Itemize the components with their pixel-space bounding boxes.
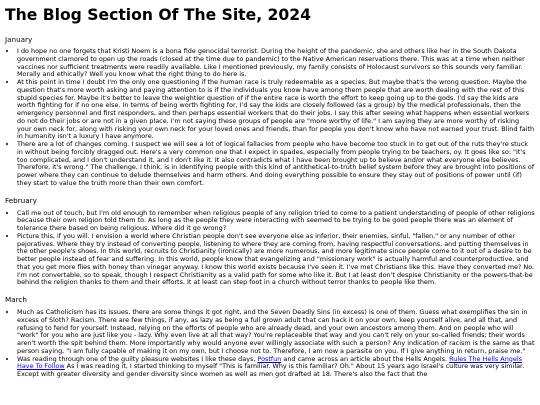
list-item: • Much as Catholicism has its issues, there are some things it got right, and the Seven Deadly Sins (in excess) is one of them. Guess what exemplifies the sin in excess of Sloth? Racism. There are few things, if any, as lazy as being a full grown adult that can hack it on your own, keep yourself alive, and all that, and refusing to fend for yourself. Instead, relying on the efforts of people who are already dead, and your own ancestors among them. And on people who will "work" for you who are just like you - lazy. Why even live at all that way? You're replaceable that way and you can't rely on your so-called friends; their words aren't worth the spit behind them. More importantly why would anyone ever willingly associate with such a person? Any indication of racism is the same as that person saying, "I am fully capable of making it on my own, but I choose not to. Therefore, I am now a parasite on you. If I give anything in return, praise me." xyxy=(17,309,535,356)
post-list xyxy=(5,210,535,288)
list-item-text: Was reading through one of the guilty pleasure websites I like these days, xyxy=(17,354,258,363)
hells-angels-rules-link[interactable]: Rules The Hells Angels Have To Follow xyxy=(17,354,522,371)
postfun-link[interactable]: Postfun xyxy=(257,354,282,363)
list-item: • There are a lot of changes coming. I suspect we will see a lot of logical fallacies from people who have become too stuck in to get out of the ruts they're stuck in without being forcibly dragged out. Here's a very common one that I expect in spades, especially from people trying to be teachers, oy. It goes like so: "It's too complicated, and I don't understand it, and I don't like it. It also contradicts what I have been brought up to believe and/or what everyone else believes. Therefore, it's wrong." The challenge, I think, is in identifying people with this kind of antithetical-to-truth belief system before they are brought into positions of power where they can continue to delude themselves and harm others. And doing everything possible to ensure they stay out of positions of power until (if) they start to value the truth more than their own comfort. xyxy=(17,141,535,188)
month-section-february xyxy=(5,196,535,288)
month-section-january xyxy=(5,35,535,188)
list-item-text: and came across an article about the Hells Angels. xyxy=(281,354,450,363)
list-item: • Picture this, if you will. I envision a world where Christian people don't see everyone else as inferior, their enemies, sinful, "fallen," or any number of other pejoratives. Where they try instead of converting people, listening to where they are coming from, having respectful conversations, and putting themselves in the other people's shoes. In this world, recruits to Christianity (ironically) are more numerous, and more legitimate since people come to it out of a desire to be better people instead of fear and suffering. In this world, people know that evangelizing and "missionary work" is actually harmful and counterproductive, and that you get more flies with honey than vinegar anyway. I know this world exists because I've seen it. I've met Christians like this. Have they converted me? No. I'm not convertable, so to speak, though I respect Christianity as a valid path for some who like it. But I at least don't despise Christianity or the powers-that-be behind the religion thanks to them and their efforts. It at least can step foot in a church without terror thanks to people like them. xyxy=(17,233,535,287)
month-heading: January xyxy=(5,35,33,44)
list-item xyxy=(17,356,535,379)
page-title: The Blog Section Of The Site, 2024 xyxy=(5,6,311,24)
month-heading: March xyxy=(5,295,27,304)
list-item: • At this point in time I doubt I'm the only one questioning if the human race is truly redeemable as a species. But maybe that's the wrong question. Maybe the question that's more worth asking and paying attention to is if the individuals you know have among them people that are worth dealing with the rest of this stupid species for. Maybe it's better to leave the weightier question of if the entire race is worth the effort to keep going up to the gods. I'd say the kids are worth fighting for if no one else. In terms of being worth fighting for, I'd say the kids are closely followed (as a group) by the medical professionals, then the emergency personnel and first responders, and then perhaps essential workers that do their jobs. I say this after seeing what happens when essential workers do not do their jobs or are not in a given place. I'm not saying these groups of people are "more worthy of life." I am saying they are more worthy of risking your own neck for, along with risking your own neck for your loved ones and friends, than for people you don't know who have not earned your trust. Blind faith in humanity isn't a luxury I have anymore. xyxy=(17,79,535,141)
month-section-march xyxy=(5,295,535,379)
list-item-text: As I was reading it, I started thinking to myself "This is familiar. Why is this familiar? Oh." About 15 years ago Israel's culture was very similar. Except with greater diversity and gender diversity since women as well as men got drafted at 18. There's also the fact that the xyxy=(17,362,525,378)
month-heading: February xyxy=(5,195,37,205)
list-item: • I do hope no one forgets that Kristi Noem is a bona fide genocidal terrorist. During the height of the pandemic, she and others like her in the South Dakota government clamored to open up the roads (closed at the time due to pandemic) to the Native American reservations there. This was at a time when neither vaccines nor sufficient treatments were readily available. Like I mentioned previously, my family consists of Holocaust survivors so this sounds very familiar. Morally and ethically? Well you know what the right thing to do here is. xyxy=(17,48,535,79)
post-list xyxy=(5,309,535,379)
list-item: • Call me out of touch, but I'm old enough to remember when religious people of any religion tried to come to a patient understanding of people of other religions because their own religion told them to. As long as the people they were interacting with seemed to be trying to be good people there was an element of tolerance there based on being religious. Where did it go wrong? xyxy=(17,210,535,233)
post-list xyxy=(5,48,535,188)
